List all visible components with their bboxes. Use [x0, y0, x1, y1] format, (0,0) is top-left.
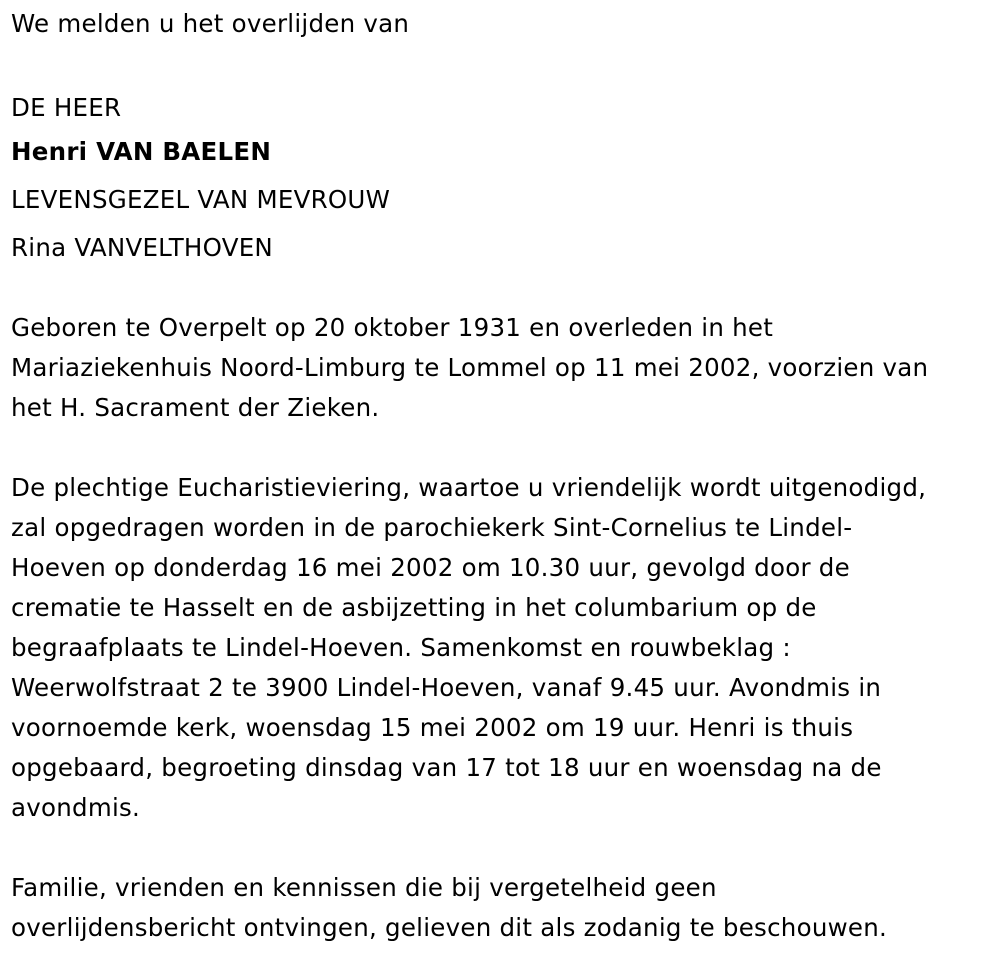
spacer: [11, 828, 996, 868]
paragraph-line: crematie te Hasselt en de asbijzetting in het columbarium op de: [11, 593, 817, 622]
paragraph-line: overlijdensbericht ontvingen, gelieven dit als zodanig te beschouwen.: [11, 913, 888, 942]
title-text: DE HEER: [11, 93, 122, 122]
deceased-name: Henri VAN BAELEN: [11, 137, 272, 166]
paragraph-line: De plechtige Eucharistieviering, waartoe u vriendelijk wordt uitgenodigd,: [11, 473, 927, 502]
relation-text: LEVENSGEZEL VAN MEVROUW: [11, 185, 391, 214]
paragraph-line: Mariaziekenhuis Noord-Limburg te Lommel op 11 mei 2002, voorzien van: [11, 353, 929, 382]
spacer: [11, 428, 996, 468]
paragraph-line: begraafplaats te Lindel-Hoeven. Samenkomst en rouwbeklag :: [11, 633, 791, 662]
obituary-notice: [11, 4, 996, 948]
paragraph-line: het H. Sacrament der Zieken.: [11, 393, 380, 422]
intro-text: We melden u het overlijden van: [11, 9, 410, 38]
partner-name: Rina VANVELTHOVEN: [11, 233, 274, 262]
birth-death-paragraph: [11, 308, 996, 428]
paragraph-line: Geboren te Overpelt op 20 oktober 1931 en overleden in het: [11, 313, 774, 342]
paragraph-line: Hoeven op donderdag 16 mei 2002 om 10.30 uur, gevolgd door de: [11, 553, 850, 582]
paragraph-line: Weerwolfstraat 2 te 3900 Lindel-Hoeven, vanaf 9.45 uur. Avondmis in: [11, 673, 882, 702]
paragraph-line: voornoemde kerk, woensdag 15 mei 2002 om 19 uur. Henri is thuis: [11, 713, 854, 742]
ceremony-paragraph: [11, 468, 996, 828]
spacer: [11, 272, 996, 308]
closing-paragraph: [11, 868, 996, 948]
paragraph-line: Familie, vrienden en kennissen die bij vergetelheid geen: [11, 873, 717, 902]
paragraph-line: zal opgedragen worden in de parochiekerk Sint-Cornelius te Lindel-: [11, 513, 853, 542]
spacer: [11, 44, 996, 84]
paragraph-line: opgebaard, begroeting dinsdag van 17 tot 18 uur en woensdag na de: [11, 753, 882, 782]
paragraph-line: avondmis.: [11, 793, 141, 822]
